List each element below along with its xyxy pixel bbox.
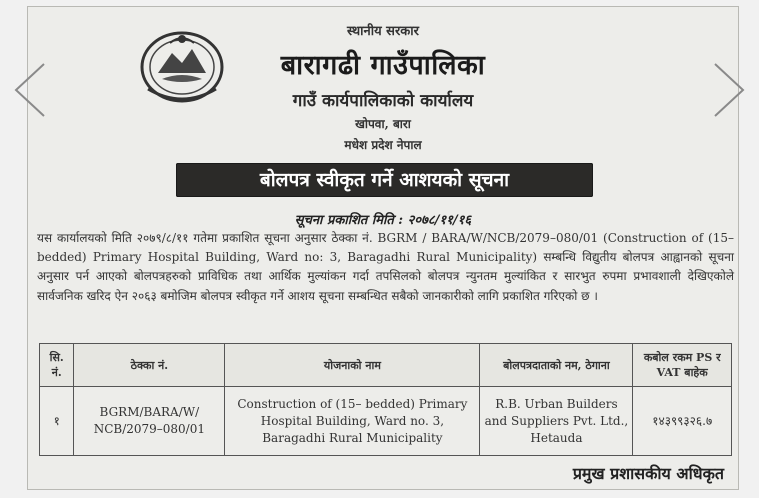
signatory-title: प्रमुख प्रशासकीय अधिकृत [572,464,724,483]
chevron-right-icon[interactable] [701,60,751,120]
col-header-bidder: बोलपत्रदाताको नम, ठेगाना [480,344,633,387]
org-name: बारागढी गाउँपालिका [280,50,486,81]
col-header-project-name: योजनाको नाम [225,344,480,387]
address-line-1: खोपवा, बारा [355,117,411,131]
office-name: गाउँ कार्यपालिकाको कार्यालय [292,91,474,111]
cell-amount: १४३९९३२६.७ [633,387,732,456]
col-header-sn: सि. नं. [40,344,74,387]
chevron-left-icon[interactable] [8,60,58,120]
notice-title-banner: बोलपत्र स्वीकृत गर्ने आशयको सूचना [176,163,593,197]
table-header-row [40,344,732,387]
address-line-2: मधेश प्रदेश नेपाल [344,138,422,152]
cell-sn: १ [40,387,74,456]
cell-bidder: R.B. Urban Builders and Suppliers Pvt. Ltd., Hetauda [480,387,633,456]
notice-paragraph: यस कार्यालयको मिति २०७९/८/११ गतेमा प्रकाशित सूचना अनुसार ठेक्का नं. BGRM / BARA/W/NCB/2079–080/01 (Construction of (15– bedded) Primary Hospital Building, Ward no: 3, Baragadhi Rural Municipality) सम्बन्धि विद्युतीय बोलपत्र आह्वानको सूचना अनुसार पर्न आएको बोलपत्रहरुको प्राविधिक तथा आर्थिक मुल्यांकन गर्दा तपसिलको बोलपत्र न्युनतम मुल्यांकित र सारभुत रुपमा प्रभावशाली देखिएकोले सार्वजनिक खरिद ऐन २०६३ बमोजिम बोलपत्र स्वीकृत गर्ने आशय सूचना सम्बन्धित सबैको जानकारीको लागि प्रकाशित गरिएको छ । [37,231,734,303]
cell-contract-no: BGRM/BARA/W/ NCB/2079–080/01 [74,387,225,456]
col-header-contract-no: ठेक्का नं. [74,344,225,387]
cell-project-name: Construction of (15– bedded) Primary Hospital Building, Ward no. 3, Baragadhi Rural Municipality [225,387,480,456]
table-row [40,387,732,456]
notice-document [27,6,739,490]
col-header-amount: कबोल रकम PS र VAT बाहेक [633,344,732,387]
local-government-label: स्थानीय सरकार [347,24,419,39]
publication-date: सूचना प्रकाशित मिति : २०७८/११/१६ [294,213,472,228]
award-table [39,343,732,456]
